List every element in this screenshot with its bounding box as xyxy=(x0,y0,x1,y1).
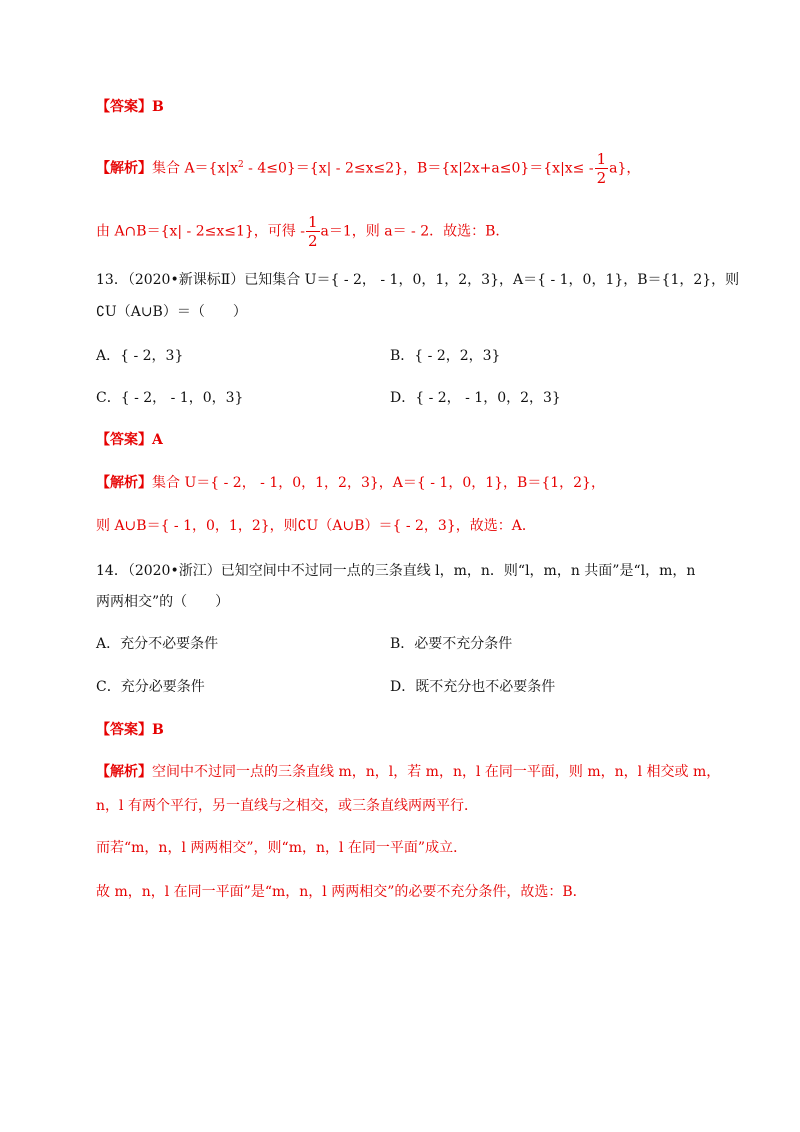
q13-stem-line2: ∁U（A∪B）＝（ ） xyxy=(96,304,247,320)
answer-value: B xyxy=(152,99,164,115)
analysis-text: - 4≤0}＝{x| - 2≤x≤2}，B＝{x|2x+a≤0}＝{x|x≤ - xyxy=(243,160,594,177)
q12-analysis-line1 xyxy=(96,150,640,187)
q13-option-b: B．{ - 2，2，3} xyxy=(390,348,501,364)
q13-option-c: C．{ - 2， - 1，0，3} xyxy=(96,390,244,406)
analysis-text: a＝1，则 a＝ - 2．故选：B． xyxy=(320,223,510,240)
answer-tag: 【答案】 xyxy=(96,432,152,448)
q13-option-a: A．{ - 2，3} xyxy=(96,348,184,364)
q14-stem-line1: 14．（2020•浙江）已知空间中不过同一点的三条直线 l，m，n．则“l，m，n 共面”是“l，m，n xyxy=(96,563,696,579)
q14-option-c: C．充分必要条件 xyxy=(96,679,205,695)
q14-option-d: D．既不充分也不必要条件 xyxy=(390,679,556,695)
analysis-text: 集合 A＝{x|x xyxy=(152,160,238,177)
q14-answer xyxy=(96,720,164,740)
fraction-numerator: 1 xyxy=(308,213,318,231)
fraction-denominator: 2 xyxy=(596,169,607,187)
superscript: 2 xyxy=(237,159,244,170)
q13-answer xyxy=(96,430,163,450)
q14-stem-line2: 两两相交”的（ ） xyxy=(96,594,230,610)
analysis-text: 由 A∩B＝{x| - 2≤x≤1}，可得 - xyxy=(96,223,305,240)
q12-answer xyxy=(96,97,164,117)
analysis-text: 集合 U＝{ - 2， - 1，0，1，2，3}，A＝{ - 1，0，1}，B＝{1，2}， xyxy=(152,475,605,491)
analysis-tag: 【解析】 xyxy=(96,160,152,177)
q14-option-a: A．充分不必要条件 xyxy=(96,636,219,652)
analysis-tag: 【解析】 xyxy=(96,764,152,780)
fraction xyxy=(306,213,320,250)
answer-value: B xyxy=(152,722,164,738)
q13-stem-line1: 13．（2020•新课标Ⅱ）已知集合 U＝{ - 2， - 1，0，1，2，3}，A＝{ - 1，0，1}，B＝{1，2}，则 xyxy=(96,272,740,288)
q14-analysis-line1 xyxy=(96,762,720,782)
fraction-numerator: 1 xyxy=(596,150,607,168)
q13-analysis-line1 xyxy=(96,473,605,493)
q14-analysis-line4: 故 m，n，l 在同一平面”是“m，n，l 两两相交”的必要不充分条件，故选：B． xyxy=(96,884,587,900)
q14-option-b: B．必要不充分条件 xyxy=(390,636,513,652)
analysis-text: a}， xyxy=(609,160,641,177)
q14-analysis-line2: n，l 有两个平行，另一直线与之相交，或三条直线两两平行． xyxy=(96,798,478,814)
q12-analysis-line2 xyxy=(96,213,509,250)
q14-analysis-line3: 而若“m，n，l 两两相交”，则“m，n，l 在同一平面”成立． xyxy=(96,840,468,856)
answer-tag: 【答案】 xyxy=(96,722,152,738)
answer-value: A xyxy=(152,432,163,448)
answer-tag: 【答案】 xyxy=(96,99,152,115)
q13-analysis-line2: 则 A∪B＝{ - 1，0，1，2}，则∁U（A∪B）＝{ - 2，3}，故选：A． xyxy=(96,518,536,534)
q13-option-d: D．{ - 2， - 1，0，2，3} xyxy=(390,390,561,406)
fraction xyxy=(595,150,609,187)
fraction-denominator: 2 xyxy=(308,232,318,250)
analysis-tag: 【解析】 xyxy=(96,475,152,491)
analysis-text: 空间中不过同一点的三条直线 m，n，l，若 m，n，l 在同一平面，则 m，n，l 相交或 m， xyxy=(152,764,721,780)
